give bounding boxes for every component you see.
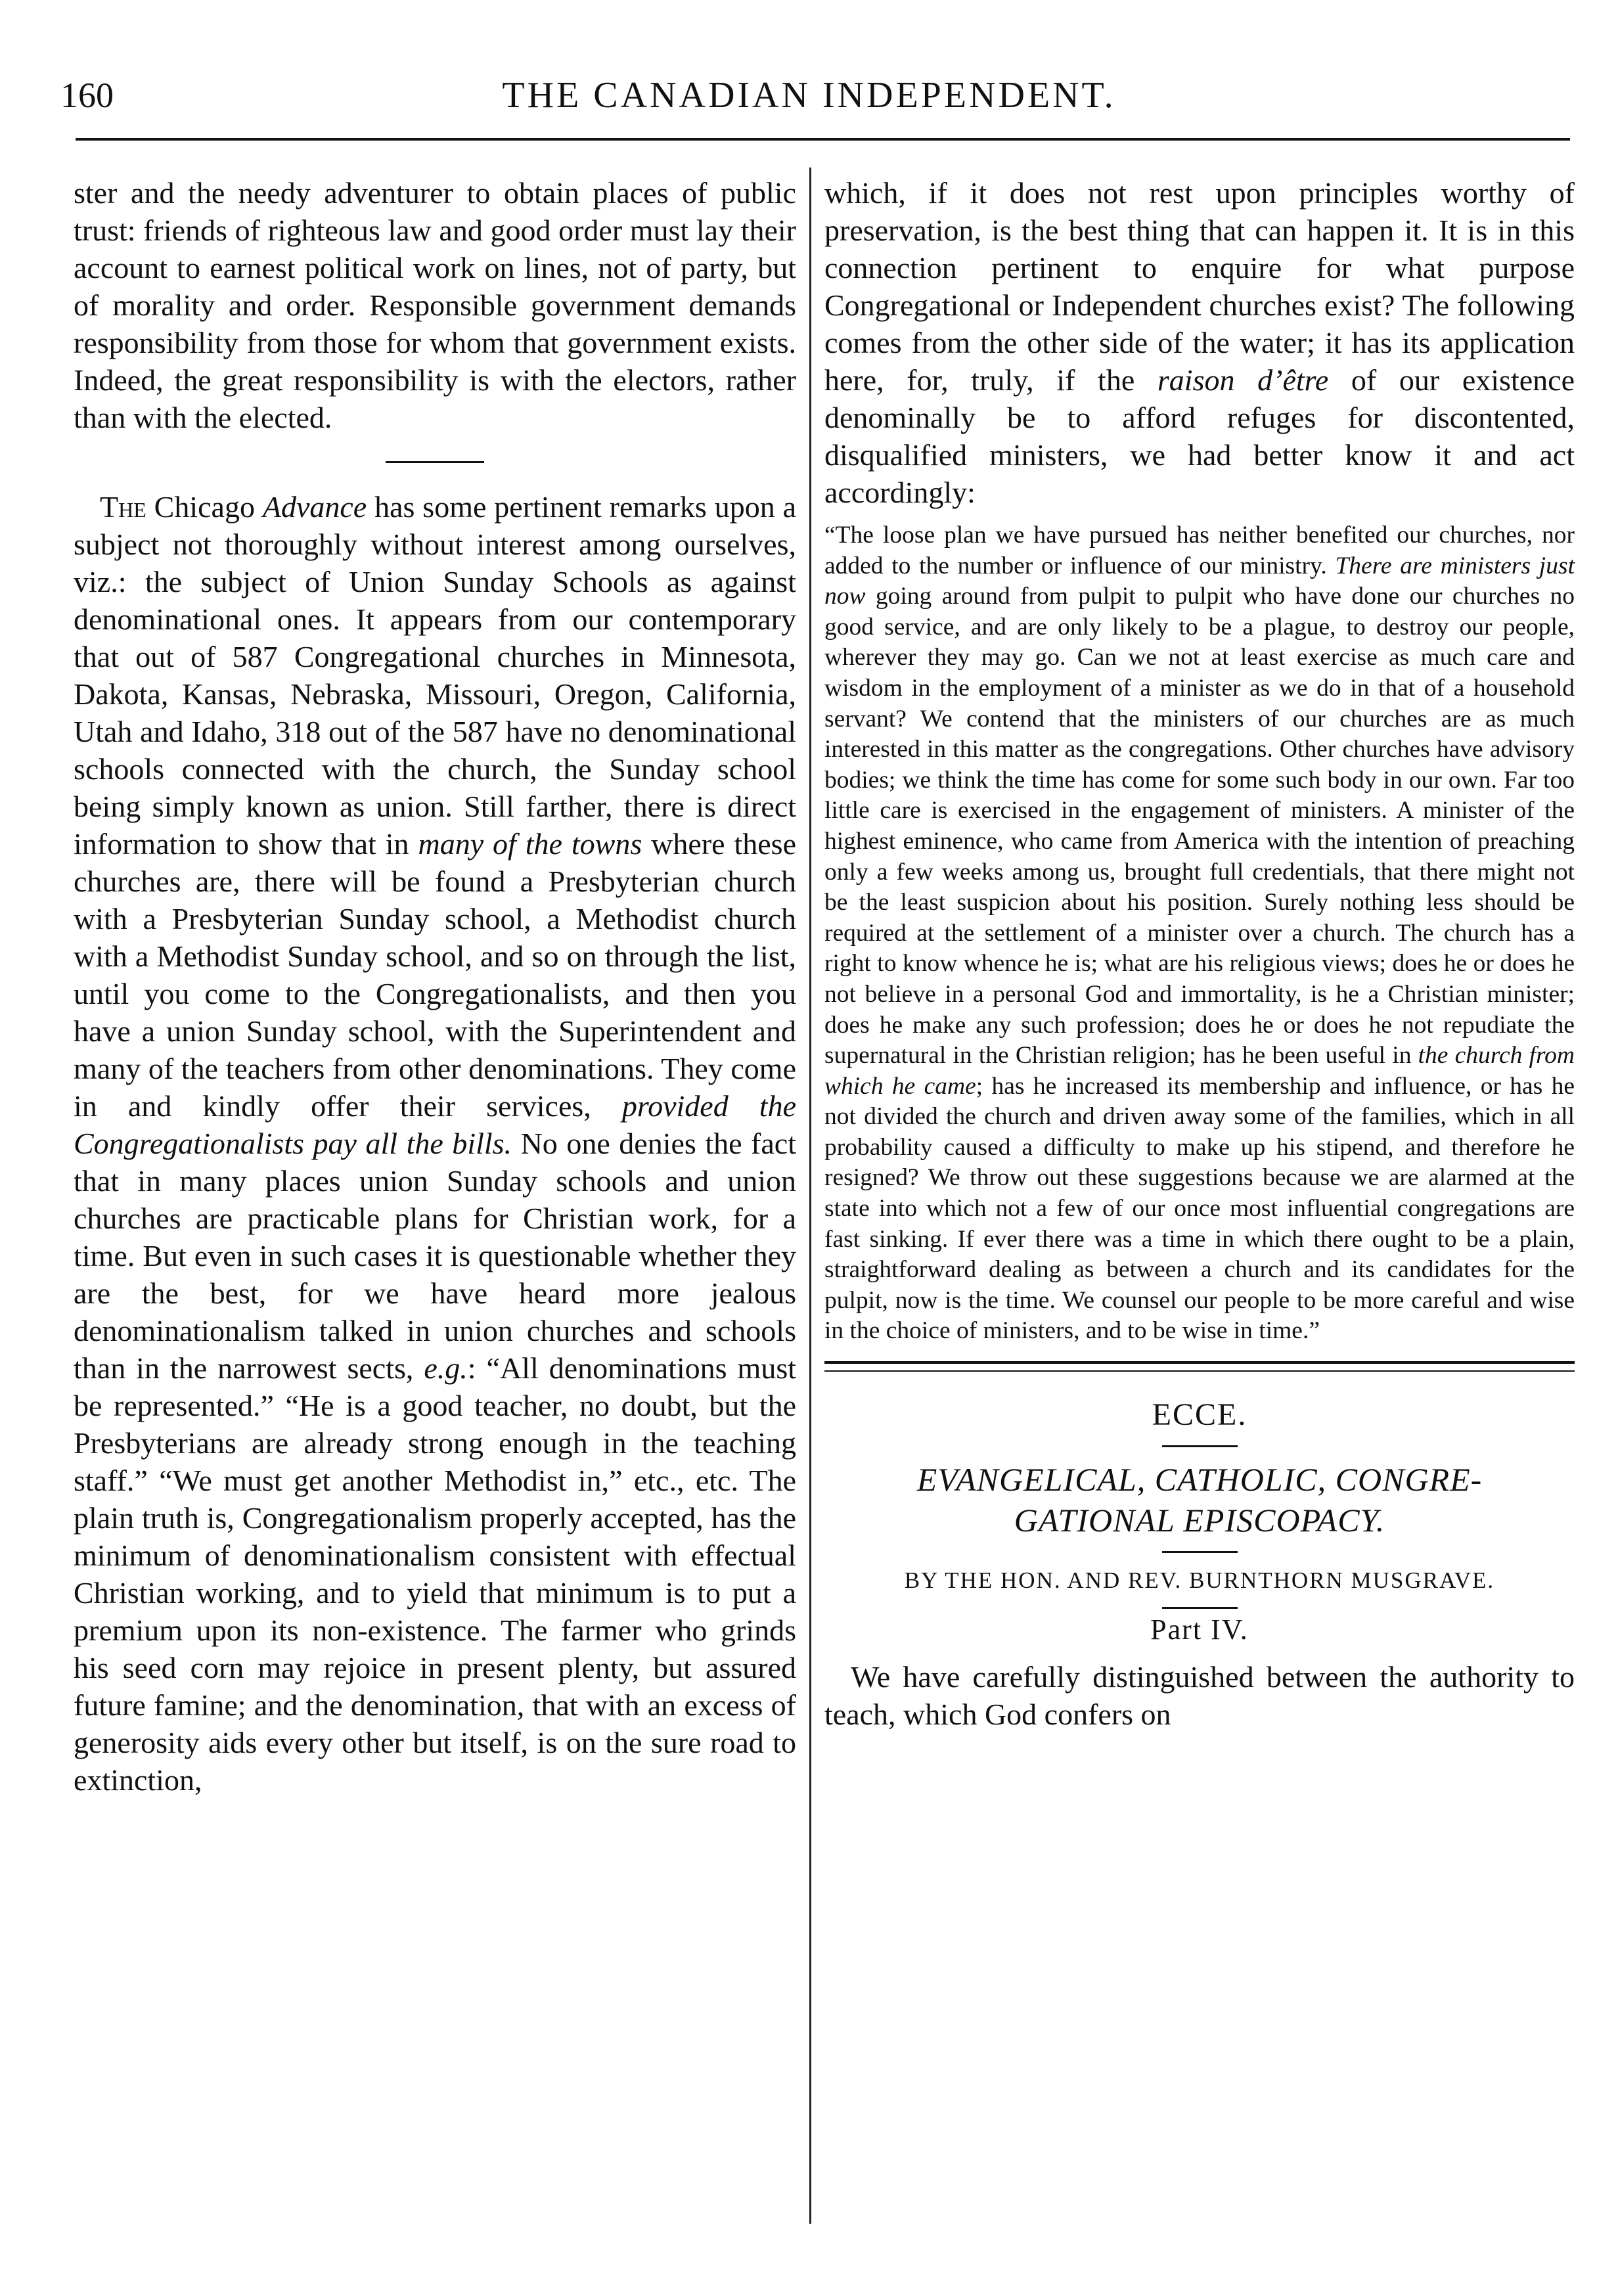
double-rule	[824, 1361, 1575, 1372]
short-rule	[1162, 1607, 1238, 1609]
header-rule	[76, 138, 1570, 141]
left-paragraph-2: The Chicago Advance has some pertinent remarks upon a subject not thoroughly without interest among ourselves, viz.: the subject of Union Sunday Schools as against denominational ones. It appears from our contemporary that out of 587 Congregational churches in Minnesota, Dakota, Kansas, Nebraska, Missouri, Oregon, California, Utah and Idaho, 318 out of the 587 have no denominational schools connected with the church, the Sunday school being simply known as union. Still farther, there is direct information to show that in many of the towns where these churches are, there will be found a Presbyterian church with a Presbyterian Sunday school, a Methodist church with a Methodist Sunday school, and so on through the list, until you come to the Congregationalists, and then you have a union Sunday school, with the Superintendent and many of the teachers from other denominations. They come in and kindly offer their services, provided the Congregationalists pay all the bills. No one denies the fact that in many places union Sunday schools and union churches are practicable plans for Christian work, for a time. But even in such cases it is questionable whether they are the best, for we have heard more jealous denominationalism talked in union churches and schools than in the narrowest sects, e.g.: “All denominations must be represented.” “He is a good teacher, no doubt, but the Presbyterians are already strong enough in the teaching staff.” “We must get another Methodist in,” etc., etc. The plain truth is, Congregationalism properly accepted, has the minimum of denominationalism consistent with effectual Christian working, and to yield that minimum is to put a premium upon its non-existence. The farmer who grinds his seed corn may rejoice in present plenty, but assured future famine; and the denomination, that with an excess of generosity aids every other but itself, is on the sure road to extinction,	[74, 490, 797, 1797]
left-column	[74, 174, 796, 1799]
section-heading: ECCE.	[1152, 1397, 1247, 1433]
journal-title: THE CANADIAN INDEPENDENT.	[502, 75, 1116, 116]
byline: BY THE HON. AND REV. BURNTHORN MUSGRAVE.	[904, 1567, 1495, 1594]
column-divider	[809, 168, 811, 2224]
right-column	[824, 174, 1575, 1733]
short-rule	[1162, 1551, 1238, 1553]
right-paragraph-1: which, if it does not rest upon principles worthy of preservation, is the best thing that can happen it. It is in this connection pertinent to enquire for what purpose Congregational or Independent churches exist? The following comes from the other side of the water; it has its application here, for, truly, if the raison d’être of our existence denominally be to afford refuges for discontented, disqualified ministers, we had better know it and act accordingly:	[824, 176, 1575, 509]
short-rule	[1162, 1445, 1238, 1447]
right-final-paragraph: We have carefully distinguished between the authority to teach, which God confers on	[824, 1660, 1575, 1732]
article-title: EVANGELICAL, CATHOLIC, CONGRE- GATIONAL EPISCOPACY.	[916, 1461, 1483, 1539]
page-number: 160	[60, 76, 114, 115]
left-paragraph-1: ster and the needy adventurer to obtain places of public trust: friends of righteous law and good order must lay their account to earnest political work on lines, not of party, but of morality and order. Responsible government demands responsibility from those for whom that government exists. Indeed, the great responsibility is with the electors, rather than with the elected.	[74, 176, 796, 434]
block-quote: “The loose plan we have pursued has neither benefited our churches, nor added to the number or influence of our ministry. There are ministers just now going around from pulpit to pulpit who have done our churches no good service, and are only likely to be a plague, to destroy our people, wherever they may go. Can we not at least exercise as much care and wisdom in the employment of a minister as we do in that of a household servant? We contend that the ministers of our churches are as much interested in this matter as the congregations. Other churches have advisory bodies; we think the time has come for some such body in our own. Far too little care is exercised in the engagement of ministers. A minister of the highest eminence, who came from America with the intention of preaching only a few weeks among us, brought full credentials, that there might not be the least suspicion about his position. Surely nothing less should be required at the settlement of a minister over a church. The church has a right to know whence he is; what are his religious views; does he or does he not believe in a personal God and immortality, is he a Christian minister; does he make any such profession; does he or does he not repudiate the supernatural in the Christian religion; has he been useful in the church from which he came; has he increased its membership and influence, or has he not divided the church and driven away some of the families, which in all probability caused a difficulty to make up his stipend, and therefore he resigned? We throw out these suggestions because we are alarmed at the state into which not a few of our once most influential congregations are fast sinking. If ever there was a time in which there ought to be a plain, straightforward dealing as between a church and its candidates for the pulpit, now is the time. We counsel our people to be more careful and wise in the choice of ministers, and to be wise in time.”	[824, 522, 1575, 1345]
section-separator	[386, 461, 484, 463]
page-header	[0, 76, 1618, 122]
part-heading: Part IV.	[1150, 1613, 1249, 1646]
